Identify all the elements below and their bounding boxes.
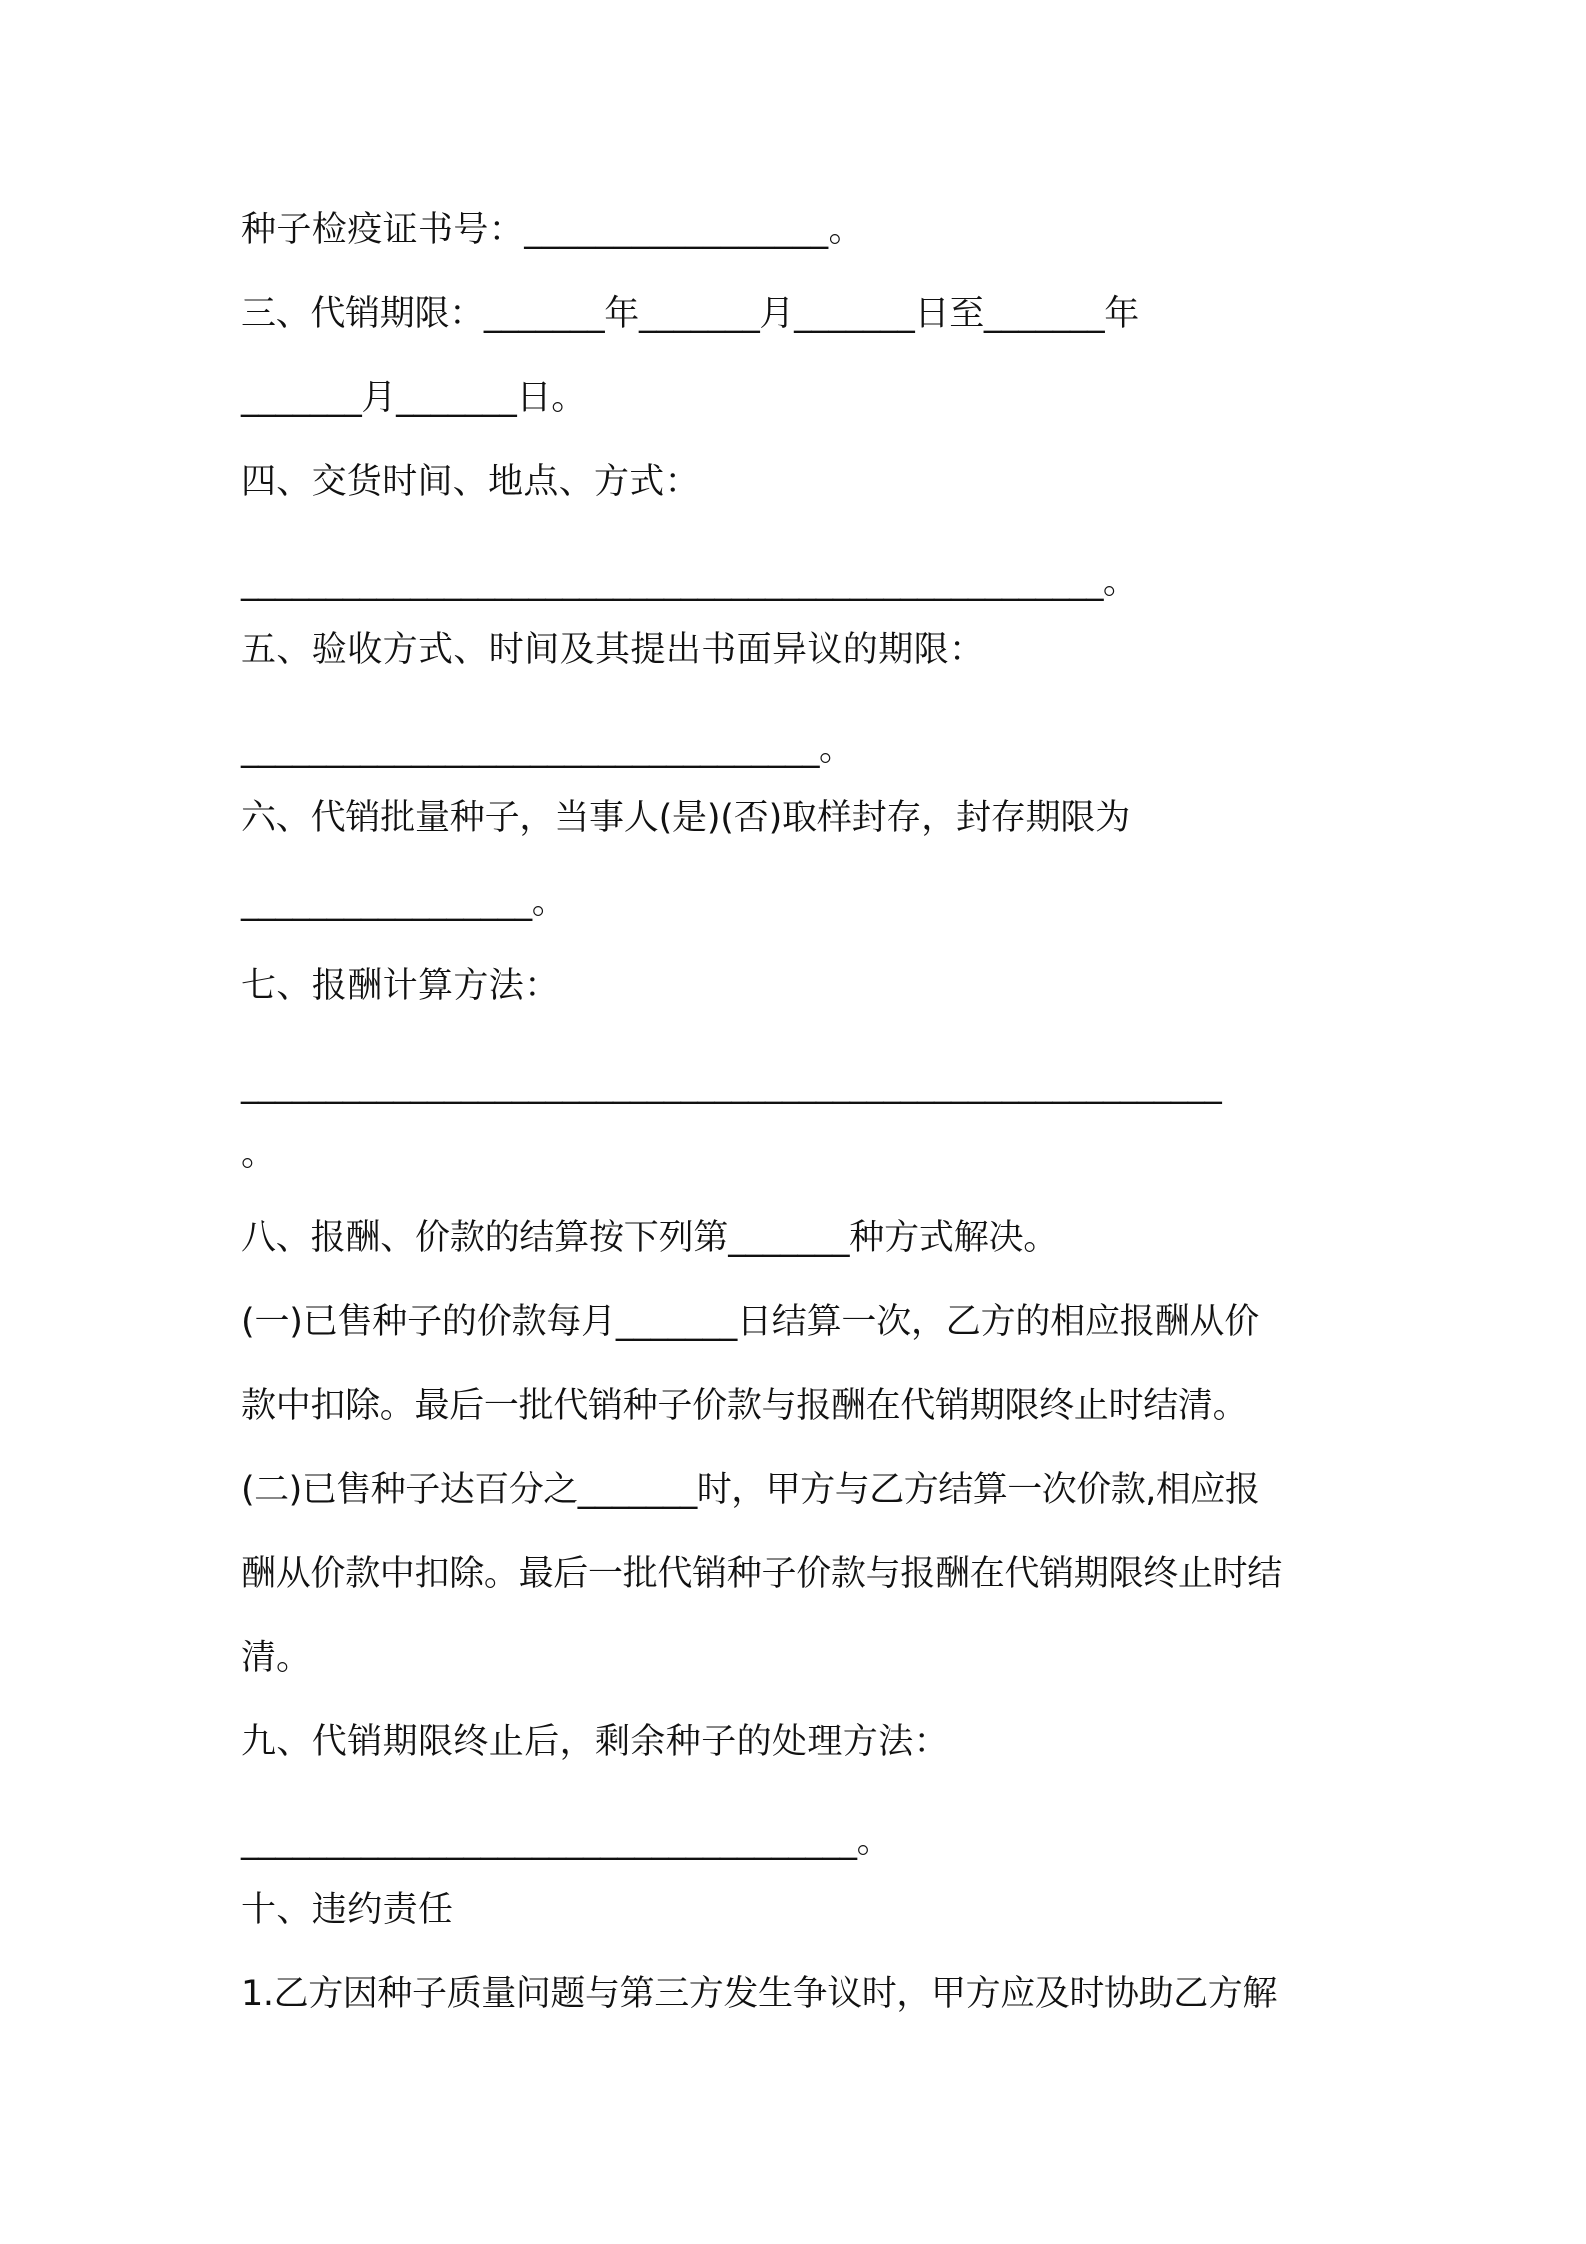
clause-7-remuneration-end: 。 [241,1134,277,1174]
clause-9-remaining-seeds-heading: 九、代销期限终止后，剩余种子的处理方法： [241,1722,950,1762]
clause-8-option-2-line-1: (二)已售种子达百分之_______时，甲方与乙方结算一次价款,相应报 [241,1470,1260,1510]
clause-9-remaining-seeds-blank: ____________________________________。 [241,1821,892,1861]
clause-5-acceptance-blank: __________________________________。 [241,729,854,769]
clause-3-consignment-period: 三、代销期限：_______年_______月_______日至_______年 [241,294,1140,334]
clause-10-liability-heading: 十、违约责任 [241,1890,454,1930]
clause-8-settlement-heading: 八、报酬、价款的结算按下列第_______种方式解决。 [241,1218,1059,1258]
clause-8-option-2-line-3: 清。 [241,1638,312,1678]
clause-7-remuneration-heading: 七、报酬计算方法： [241,966,560,1006]
clause-8-option-1-line-1: (一)已售种子的价款每月_______日结算一次，乙方的相应报酬从价 [241,1302,1260,1342]
clause-8-option-2-line-2: 酬从价款中扣除。最后一批代销种子价款与报酬在代销期限终止时结 [241,1554,1283,1594]
clause-10-item-1: 1.乙方因种子质量问题与第三方发生争议时，甲方应及时协助乙方解 [241,1974,1277,2014]
clause-6-sample-sealing: 六、代销批量种子，当事人(是)(否)取样封存，封存期限为 [241,798,1131,838]
seed-quarantine-certificate-line: 种子检疫证书号：_________________。 [241,210,864,250]
clause-7-remuneration-blank: __________________________________________________________ [241,1065,1222,1105]
clause-4-delivery-blank: ___________________________________________________。 [241,562,1138,602]
clause-3-consignment-period-cont: _______月_______日。 [241,378,586,418]
clause-5-acceptance-heading: 五、验收方式、时间及其提出书面异议的期限： [241,630,985,670]
clause-8-option-1-line-2: 款中扣除。最后一批代销种子价款与报酬在代销期限终止时结清。 [241,1386,1248,1426]
clause-4-delivery-heading: 四、交货时间、地点、方式： [241,462,700,502]
clause-6-sample-sealing-blank: _________________。 [241,882,567,922]
